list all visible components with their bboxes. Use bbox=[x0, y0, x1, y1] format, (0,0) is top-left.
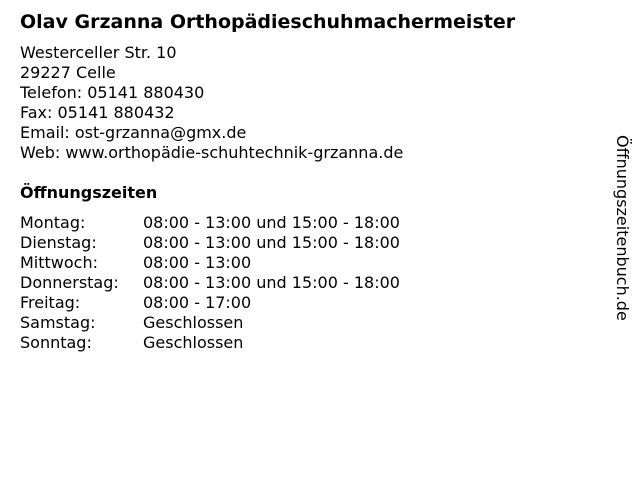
phone-number: Telefon: 05141 880430 bbox=[20, 83, 205, 102]
city-postcode: 29227 Celle bbox=[20, 63, 116, 82]
hours-value: 08:00 - 13:00 und 15:00 - 18:00 bbox=[143, 213, 400, 232]
day-label: Montag: bbox=[20, 213, 86, 232]
day-label: Sonntag: bbox=[20, 333, 92, 352]
hours-value: 08:00 - 13:00 bbox=[143, 253, 252, 272]
hours-value: Geschlossen bbox=[143, 313, 244, 332]
hours-value: 08:00 - 13:00 und 15:00 - 18:00 bbox=[143, 233, 400, 252]
hours-value: Geschlossen bbox=[143, 333, 244, 352]
watermark-site-name: Öffnungszeitenbuch.de bbox=[613, 135, 632, 321]
day-label: Samstag: bbox=[20, 313, 96, 332]
email-address: Email: ost-grzanna@gmx.de bbox=[20, 123, 247, 142]
opening-hours-heading: Öffnungszeiten bbox=[20, 183, 158, 202]
contact-block bbox=[20, 43, 403, 163]
business-name: Olav Grzanna Orthopädieschuhmachermeister bbox=[20, 11, 516, 33]
hours-value: 08:00 - 17:00 bbox=[143, 293, 252, 312]
day-label: Donnerstag: bbox=[20, 273, 119, 292]
day-label: Mittwoch: bbox=[20, 253, 98, 272]
hours-value: 08:00 - 13:00 und 15:00 - 18:00 bbox=[143, 273, 400, 292]
fax-number: Fax: 05141 880432 bbox=[20, 103, 175, 122]
day-label: Dienstag: bbox=[20, 233, 97, 252]
street-address: Westerceller Str. 10 bbox=[20, 43, 177, 62]
day-label: Freitag: bbox=[20, 293, 81, 312]
website-url: Web: www.orthopädie-schuhtechnik-grzanna.de bbox=[20, 143, 404, 162]
